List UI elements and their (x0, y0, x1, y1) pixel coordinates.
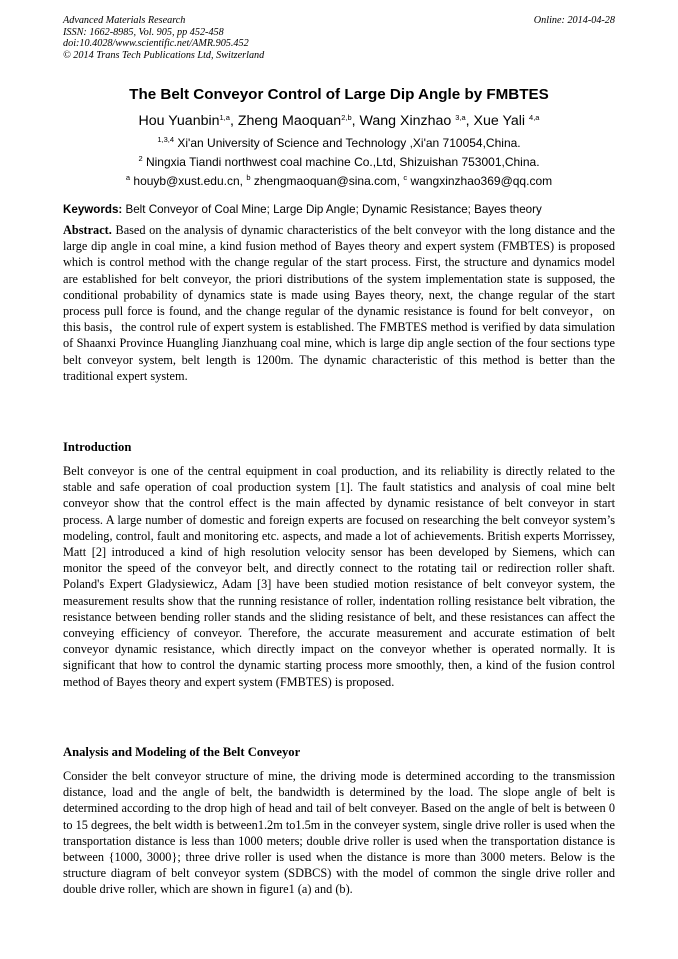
affiliation-sup: 1,3,4 (157, 135, 175, 144)
author-list (63, 112, 615, 131)
journal-header (63, 15, 615, 61)
copyright-line: © 2014 Trans Tech Publications Ltd, Switzerland (63, 49, 265, 61)
section-heading-introduction: Introduction (63, 440, 132, 454)
author-sup: 2,b (341, 113, 352, 122)
abstract-label: Abstract. (63, 223, 112, 237)
email-line (63, 174, 615, 189)
author-separator: , (465, 113, 474, 129)
affiliation-1 (63, 136, 615, 151)
section-heading-analysis: Analysis and Modeling of the Belt Conveyor (63, 745, 301, 759)
journal-name: Advanced Materials Research (63, 15, 186, 26)
introduction-paragraph: Belt conveyor is one of the central equipment in coal production, and its reliability is directly related to the stable and safe operation of coal production system [1]. The fault statistics and analysis of coal mine belt conveyor show that the control effect is the main affected by dynamic resistance of belt conveyor in start process. A large number of domestic and foreign experts are focused on researching the belt conveyor system’s modeling, control, fault and monitoring etc. aspects, and made a lot of achievements. British experts Morrissey, Matt [2] introduced a kind of high resolution velocity sensor has been developed by Siemens, which can monitor the speed of the conveyor belt, and directly connect to the rotating tail or redirection roller shaft. Poland's Expert Gladysiewicz, Adam [3] have been studied motion resistance of belt conveyor system, the measurement results show that the running resistance of roller, indentation rolling resistance belt vibration, the resistance between bending roller stands and the sliding resistance of belt, and these resistances can affect the conveying efficiency of conveyor. Therefore, the accurate measurement and accurate estimation of belt conveyor dynamic resistance, which directly impact on the conveyor whether is operated normally. It is significant that how to control the dynamic starting process more smoothly, then, a kind of the fusion control method of Bayes theory and expert system (FMBTES) is proposed. (63, 464, 615, 689)
email-link[interactable]: houyb@xust.edu.cn, (130, 174, 247, 188)
abstract-text: Based on the analysis of dynamic characteristics of the belt conveyor with the long distance and the large dip angle in coal mine, a kind fusion method of Bayes theory and expert system (FMBTES) is proposed which is control method with the change regular of the start process. First, the structure and dynamics model are established for belt conveyor, the priori distributions of the system implementation state is supposed, the conditional probability of dynamics state is made using Bayes theory, next, the change regular of the start process pull force is found, and the change regular of the dynamic resistance is found for belt conveyor，on this basis，the control rule of expert system is established. The FMBTES method is verified by data simulation of Shaanxi Province Huangling Jianzhuang coal mine, which is large dip angle section of the four sections type belt conveyor system, belt length is 1200m. The dynamic characteristic of this method is better than the traditional expert system. (63, 223, 615, 383)
doi-line[interactable]: doi:10.4028/www.scientific.net/AMR.905.452 (63, 38, 249, 50)
author-name: Hou Yuanbin (138, 113, 220, 129)
author-separator: , (229, 113, 238, 129)
author-sup: 3,a (455, 113, 466, 122)
author-separator: , (351, 113, 360, 129)
email-link[interactable]: zhengmaoquan@sina.com, (250, 174, 404, 188)
author-name: Xue Yali (473, 113, 530, 129)
affiliation-text: Xi'an University of Science and Technology ,Xi'an 710054,China. (174, 136, 521, 150)
affiliation-sup: 2 (138, 154, 143, 163)
issn-line: ISSN: 1662-8985, Vol. 905, pp 452-458 (63, 26, 224, 38)
keywords-label: Keywords: (63, 203, 123, 216)
author-name: Zheng Maoquan (237, 113, 342, 129)
paper-title: The Belt Conveyor Control of Large Dip Angle by FMBTES (129, 86, 549, 103)
author-name: Wang Xinzhao (359, 113, 456, 129)
online-date: Online: 2014-04-28 (533, 15, 615, 26)
author-sup: 4,a (529, 113, 540, 122)
keywords (63, 202, 615, 217)
keywords-text: Belt Conveyor of Coal Mine; Large Dip Angle; Dynamic Resistance; Bayes theory (122, 203, 542, 216)
affiliation-text: Ningxia Tiandi northwest coal machine Co.,Ltd, Shizuishan 753001,China. (142, 155, 540, 169)
email-sup: b (246, 173, 251, 182)
affiliation-2 (63, 155, 615, 170)
analysis-paragraph: Consider the belt conveyor structure of mine, the driving mode is determined according to the transmission distance, load and the angle of belt, the bandwidth is determined by the load. The slope angle of belt is determined according to the drop high of head and tail of belt conveyer. Based on the angle of belt is between 0 to 15 degrees, the belt width is between1.2m to1.5m in the conveyer system, single drive roller is used when the transportation distance is less than 1000 meters; double drive roller is used when the transportation distance is between {1000, 3000}; three drive roller is used when the distance is more than 3000 meters. Below is the structure diagram of belt conveyor system (SDBCS) with the model of common the single drive roller and double drive roller, which are shown in figure1 (a) and (b). (63, 769, 615, 897)
email-sup: c (403, 173, 408, 182)
author-sup: 1,a (219, 113, 230, 122)
abstract (63, 222, 615, 384)
email-link[interactable]: wangxinzhao369@qq.com (407, 174, 553, 188)
email-sup: a (125, 173, 131, 182)
